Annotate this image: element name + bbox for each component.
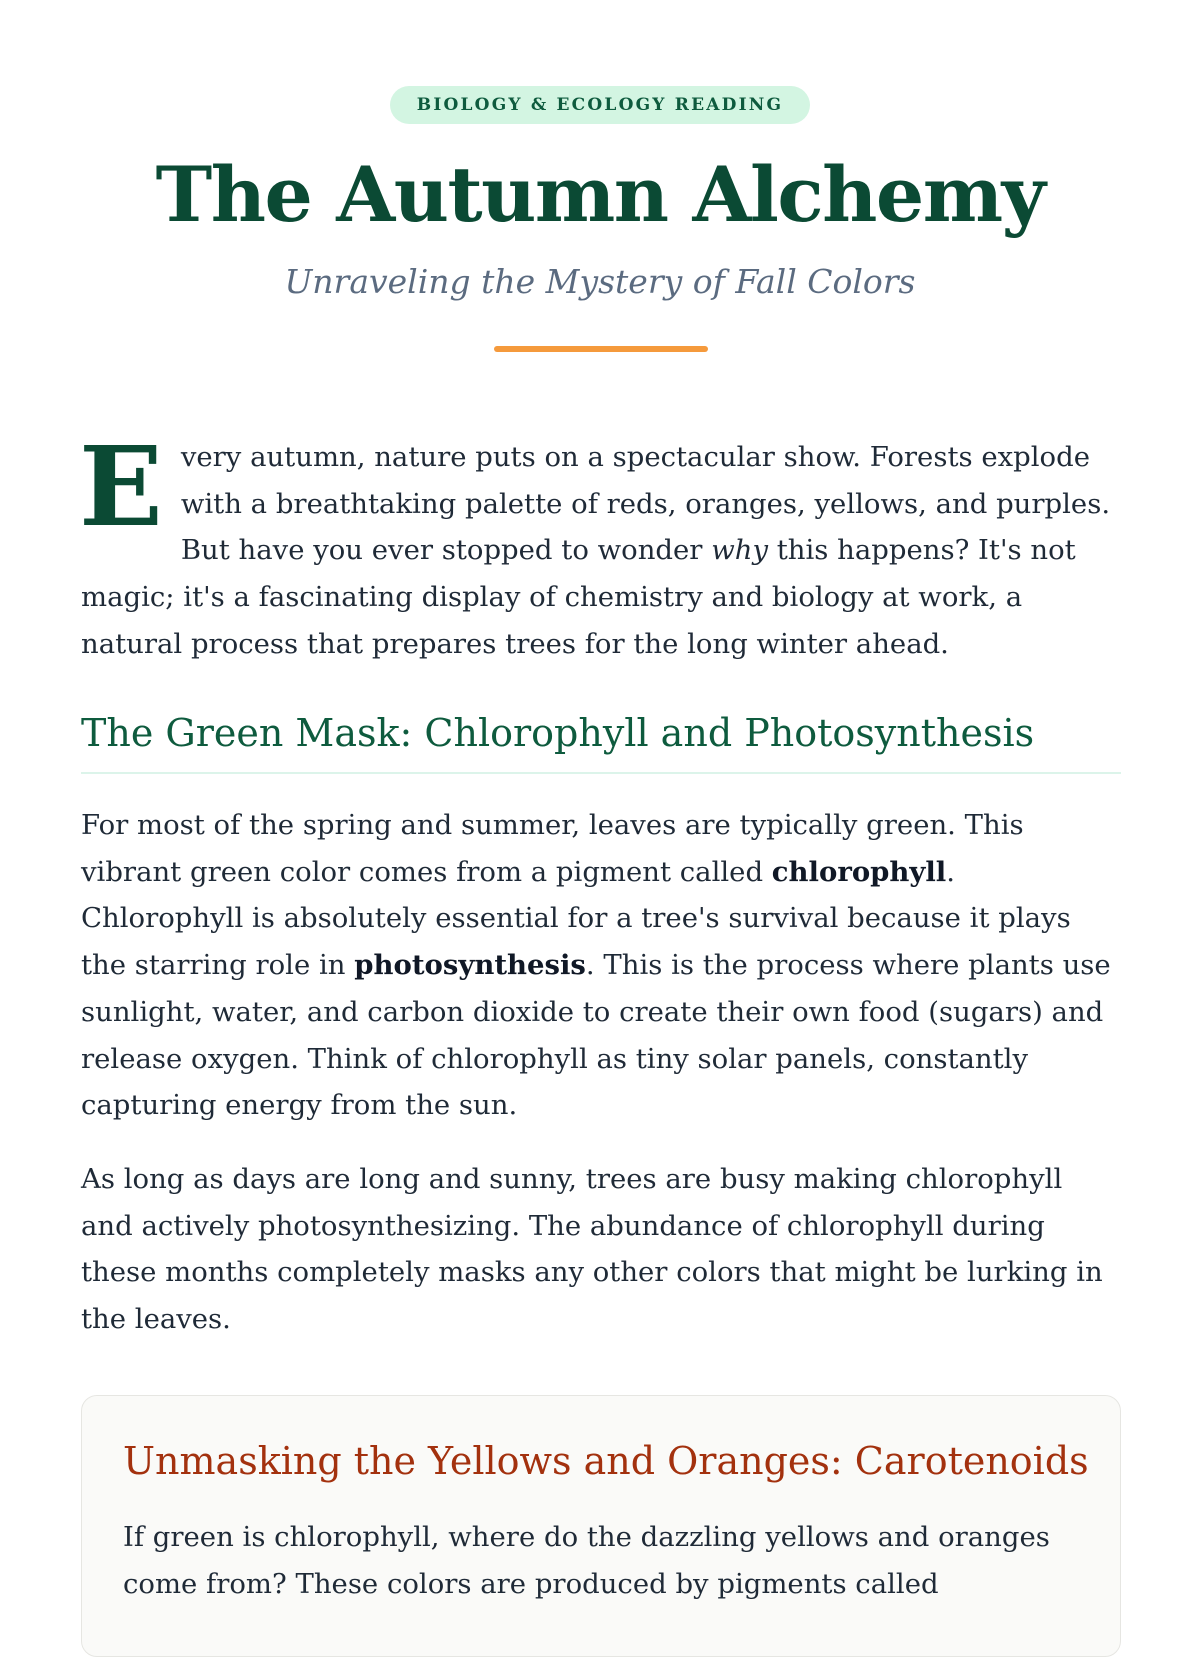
callout-text: If green is chlorophyll, where do the dazzling yellows and oranges come from? These colors are produced by pigments called — [123, 1521, 1050, 1600]
section-heading-chlorophyll: The Green Mask: Chlorophyll and Photosynthesis — [81, 711, 1035, 755]
term-chlorophyll: chlorophyll — [771, 855, 947, 888]
category-tag: BIOLOGY & ECOLOGY READING — [390, 86, 810, 124]
tag-container — [0, 86, 1200, 124]
drop-cap: E — [79, 422, 163, 551]
masking-paragraph: As long as days are long and sunny, trees are busy making chlorophyll and actively photosynthesizing. The abundance of chlorophyll during these months completely masks any other colors that might be lurking in the leaves. — [81, 1163, 1103, 1336]
page-subtitle: Unraveling the Mystery of Fall Colors — [284, 262, 916, 301]
intro-paragraph — [79, 422, 1121, 668]
section-heading-underline — [81, 772, 1121, 774]
chlorophyll-paragraph — [81, 802, 1121, 1129]
intro-emphasis: why — [711, 534, 768, 567]
callout-heading: Unmasking the Yellows and Oranges: Carotenoids — [123, 1439, 1089, 1483]
para1-text-c: . This is the process where plants use sunlight, water, and carbon dioxide to create their own food (sugars) and release oxygen. Think of chlorophyll as tiny solar panels, constantly capturing energy from the sun. — [81, 949, 1111, 1122]
accent-divider — [494, 346, 708, 352]
carotenoids-callout — [81, 1395, 1121, 1657]
intro-text-a: very autumn, nature puts on a spectacular show. Forests explode with a breathtaking palette of reds, oranges, yellows, and purples. But have you ever stopped to wonder — [180, 441, 1111, 567]
term-photosynthesis: photosynthesis — [354, 949, 586, 982]
intro-text-b: this happens? It's not magic; it's a fascinating display of chemistry and biology at work, a natural process that prepares trees for the long winter ahead. — [81, 534, 1076, 660]
para1-text-a: For most of the spring and summer, leaves are typically green. This vibrant green color comes from a pigment called — [81, 809, 1024, 888]
page-title: The Autumn Alchemy — [155, 150, 1045, 239]
para1-text-b: . Chlorophyll is absolutely essential for a tree's survival because it plays the starring role in — [81, 855, 1071, 982]
